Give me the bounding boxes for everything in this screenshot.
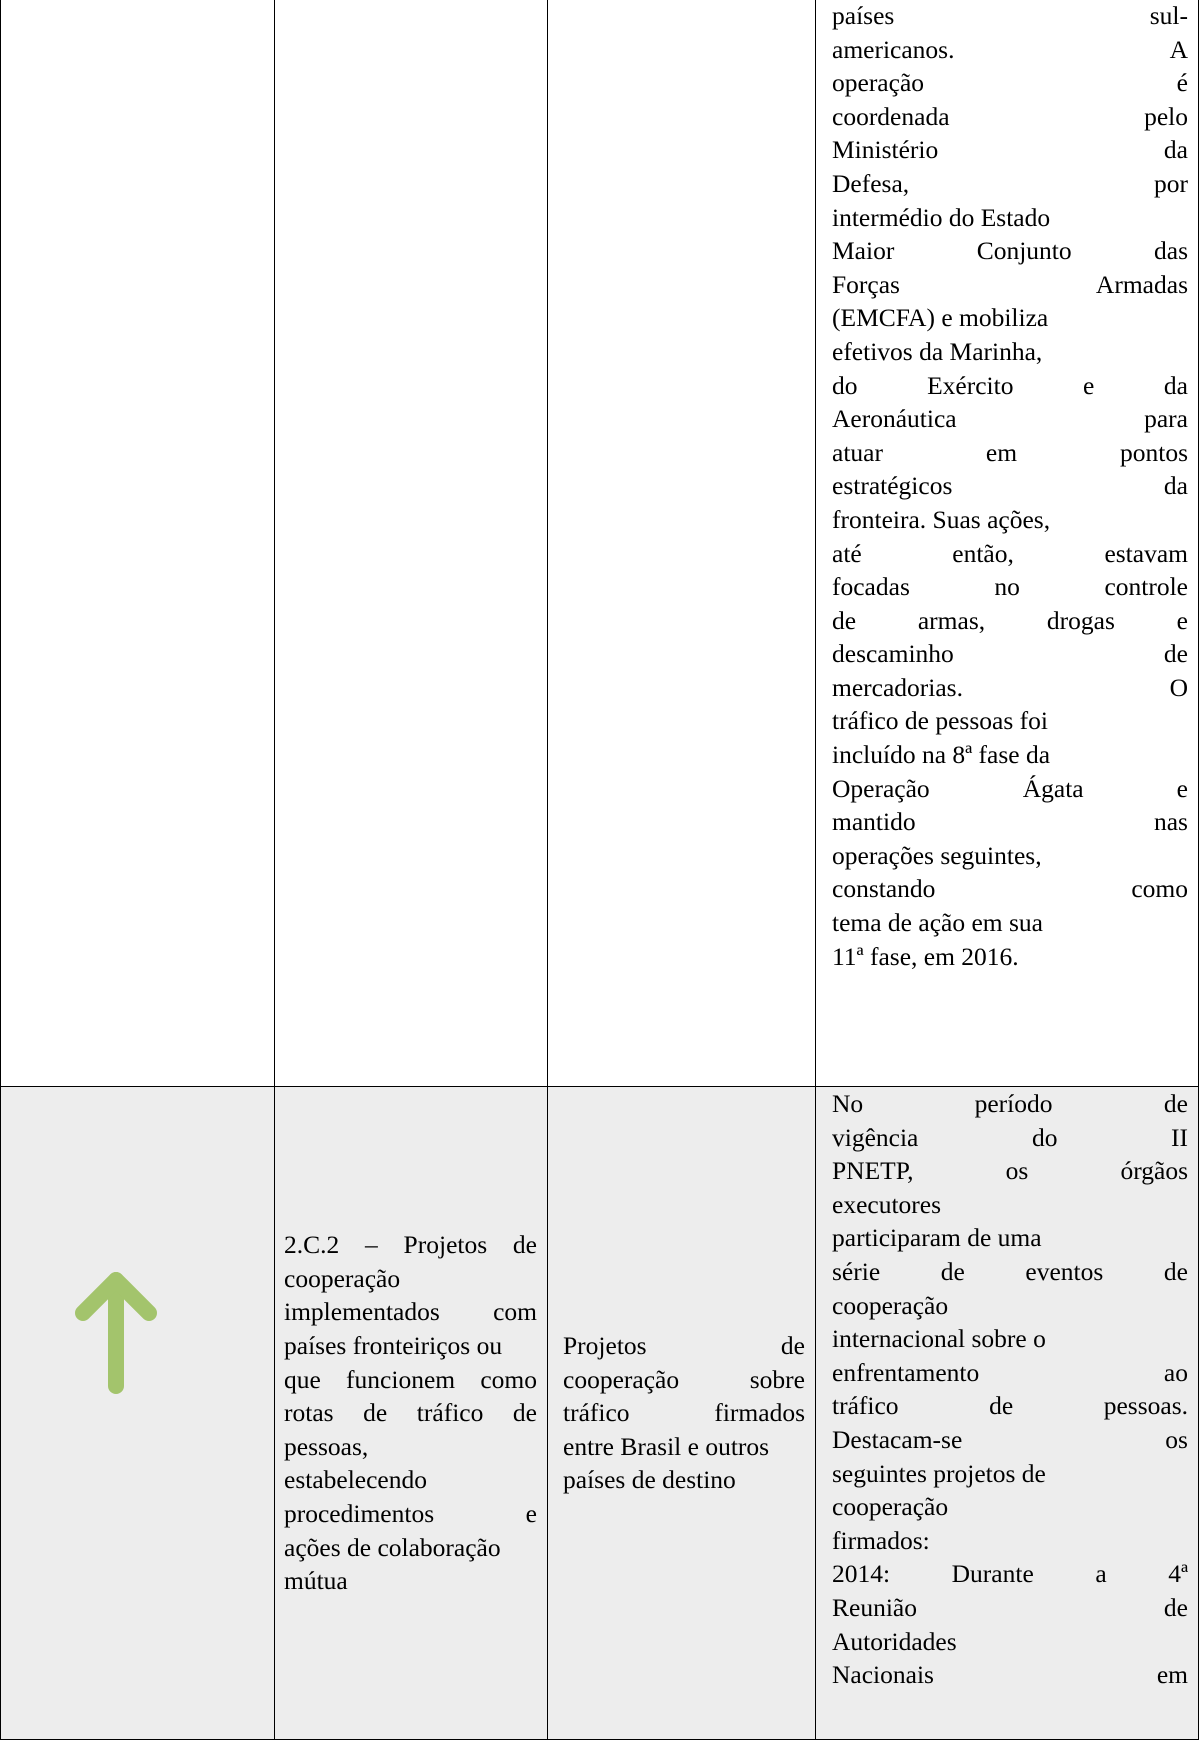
text-line: ações de colaboração [284, 1532, 501, 1562]
text-line: operações seguintes, [832, 840, 1042, 870]
text-line: executores [832, 1189, 942, 1219]
description-text [816, 1087, 1198, 1692]
text-line: implementados com [284, 1297, 537, 1327]
text-line: americanos. A [832, 34, 1188, 64]
text-line: cooperação sobre [563, 1364, 805, 1394]
text-line: tráfico firmados [563, 1398, 805, 1428]
metric-cell [548, 1087, 816, 1740]
text-line: PNETP, os órgãos [832, 1156, 1188, 1186]
text-line: focadas no controle [832, 572, 1188, 602]
text-line: pessoas, [284, 1431, 369, 1461]
goal-cell [275, 0, 548, 1087]
text-line: cooperação [832, 1492, 949, 1522]
text-line: (EMCFA) e mobiliza [832, 303, 1049, 333]
text-line: Maior Conjunto das [832, 236, 1188, 266]
text-line: que funcionem como [284, 1364, 537, 1394]
text-line: série de eventos de [832, 1256, 1188, 1286]
text-line: entre Brasil e outros [563, 1431, 770, 1461]
text-line: 2.C.2 – Projetos de [284, 1230, 537, 1260]
text-line: Operação Ágata e [832, 773, 1188, 803]
text-line: atuar em pontos [832, 437, 1188, 467]
metric-text [548, 1329, 815, 1497]
text-line: firmados: [832, 1525, 930, 1555]
text-line: mútua [284, 1566, 348, 1596]
text-line: rotas de tráfico de [284, 1398, 537, 1428]
text-line: Ministério da [832, 135, 1188, 165]
text-line: estabelecendo [284, 1465, 428, 1495]
description-cell [816, 0, 1199, 1087]
indicator-cell [1, 1087, 275, 1740]
text-line: intermédio do Estado [832, 202, 1051, 232]
text-line: Defesa, por [832, 168, 1188, 198]
table-row [1, 0, 1199, 1087]
text-line: do Exército e da [832, 370, 1188, 400]
text-line: mercadorias. O [832, 672, 1188, 702]
text-line: tráfico de pessoas foi [832, 706, 1048, 736]
text-line: operação é [832, 68, 1188, 98]
text-line: internacional sobre o [832, 1324, 1046, 1354]
text-line: cooperação [832, 1290, 949, 1320]
text-line: cooperação [284, 1263, 401, 1293]
text-line: participaram de uma [832, 1223, 1042, 1253]
text-line: de armas, drogas e [832, 605, 1188, 635]
table-row [1, 1087, 1199, 1740]
text-line: Aeronáutica para [832, 404, 1188, 434]
text-line: mantido nas [832, 807, 1188, 837]
text-line: No período de [832, 1089, 1188, 1118]
text-line: vigência do II [832, 1122, 1188, 1152]
text-line: até então, estavam [832, 538, 1188, 568]
text-line: Nacionais em [832, 1660, 1188, 1690]
text-line: Projetos de [563, 1331, 805, 1361]
text-line: enfrentamento ao [832, 1357, 1188, 1387]
text-line: constando como [832, 874, 1188, 904]
arrow-up-icon [75, 1268, 157, 1394]
text-line: efetivos da Marinha, [832, 336, 1043, 366]
text-line: países fronteiriços ou [284, 1331, 503, 1361]
goal-cell [275, 1087, 548, 1740]
text-line: estratégicos da [832, 471, 1188, 501]
description-cell [816, 1087, 1199, 1740]
text-line: seguintes projetos de [832, 1458, 1046, 1488]
text-line: 2014: Durante a 4ª [832, 1559, 1188, 1589]
text-line: países sul- [832, 1, 1188, 30]
text-line: 11ª fase, em 2016. [832, 941, 1019, 971]
text-line: Autoridades [832, 1626, 957, 1656]
text-line: Forças Armadas [832, 269, 1188, 299]
goal-text [275, 1228, 547, 1598]
text-line: procedimentos e [284, 1498, 537, 1528]
text-line: Destacam-se os [832, 1424, 1188, 1454]
text-line: países de destino [563, 1465, 736, 1495]
text-line: descaminho de [832, 639, 1188, 669]
text-line: tema de ação em sua [832, 908, 1043, 938]
text-line: fronteira. Suas ações, [832, 504, 1051, 534]
indicator-cell [1, 0, 275, 1087]
text-line: coordenada pelo [832, 101, 1188, 131]
text-line: Reunião de [832, 1592, 1188, 1622]
text-line: tráfico de pessoas. [832, 1391, 1188, 1421]
metric-cell [548, 0, 816, 1087]
description-text [816, 0, 1198, 973]
text-line: incluído na 8ª fase da [832, 740, 1051, 770]
